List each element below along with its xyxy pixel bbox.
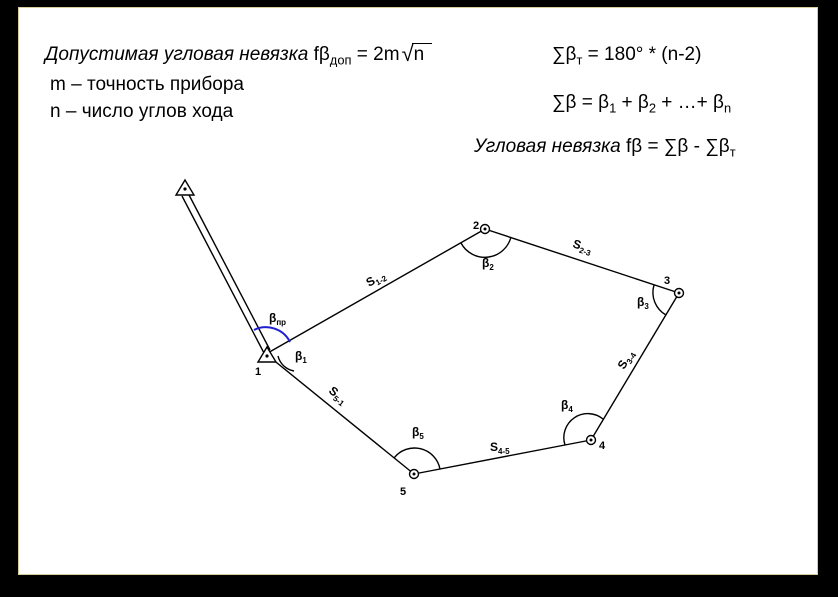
station-label-4: 4 — [599, 440, 606, 452]
angle-label-b2: $\beta_2$ — [482, 256, 494, 272]
misclosure-label: Угловая невязка — [474, 136, 626, 157]
measured-sum-plus1: + β — [616, 92, 649, 113]
angle-label-b5: $\beta_5$ — [412, 425, 424, 441]
side-label-4-5: $S_{4-5}$ — [490, 440, 510, 456]
sqrt-sign: √ n — [402, 44, 433, 66]
side-label-1-2: $S_{1-2}$ — [363, 273, 389, 290]
reference-point-marker — [176, 180, 194, 195]
angle-arc-b2 — [461, 237, 511, 257]
traverse-diagram — [19, 8, 817, 574]
reference-direction-line-a — [182, 196, 264, 353]
m-definition: m – точность прибора — [50, 74, 244, 95]
tolerance-eq: = 2m — [351, 44, 400, 65]
side-label-5-1: $S_{5-1}$ — [326, 383, 346, 409]
tolerance-sub: доп — [329, 52, 352, 68]
tolerance-symbol: fβ — [313, 44, 330, 65]
side-label-3-4: $S_{3-4}$ — [614, 351, 639, 372]
measured-sum-s2: 2 — [648, 100, 657, 116]
station-label-5: 5 — [400, 486, 407, 498]
measured-sum-mid: + …+ β — [656, 92, 724, 113]
angle-label-b3: $\beta_3$ — [637, 295, 649, 311]
side-label-2-3: $S_{2-3}$ — [571, 236, 592, 258]
n-definition: n – число углов хода — [50, 101, 234, 122]
station-label-2: 2 — [473, 220, 480, 232]
slide — [18, 7, 818, 575]
misclosure-sub: т — [729, 144, 736, 160]
tolerance-label: Допустимая угловая невязка — [45, 44, 314, 65]
angle-label-b4: $\beta_4$ — [561, 398, 573, 414]
measured-sum-lhs: ∑β = β — [552, 92, 610, 113]
station-label-3: 3 — [664, 275, 671, 287]
angle-arc-b3 — [653, 285, 666, 315]
station-label-1: 1 — [255, 366, 262, 378]
theory-sum-sub: т — [576, 52, 583, 68]
misclosure-expr: fβ = ∑β - ∑β — [625, 136, 730, 157]
tolerance-radicand: n — [412, 43, 433, 65]
angle-arc-b1 — [278, 356, 294, 371]
side-5-1-line — [266, 354, 414, 474]
angle-label-adjoining: $\beta_{пр}$ — [269, 311, 287, 327]
theory-sum-rhs: = 180° * (n-2) — [582, 44, 702, 65]
theory-sum-lhs: ∑β — [552, 44, 577, 65]
measured-sum-sn: n — [724, 100, 732, 116]
angle-label-b1: $\beta_1$ — [295, 349, 307, 365]
angle-arc-b5 — [394, 448, 440, 469]
reference-direction-line-b — [188, 193, 270, 350]
measured-sum-s1: 1 — [609, 100, 617, 116]
side-1-2-line — [266, 229, 485, 354]
